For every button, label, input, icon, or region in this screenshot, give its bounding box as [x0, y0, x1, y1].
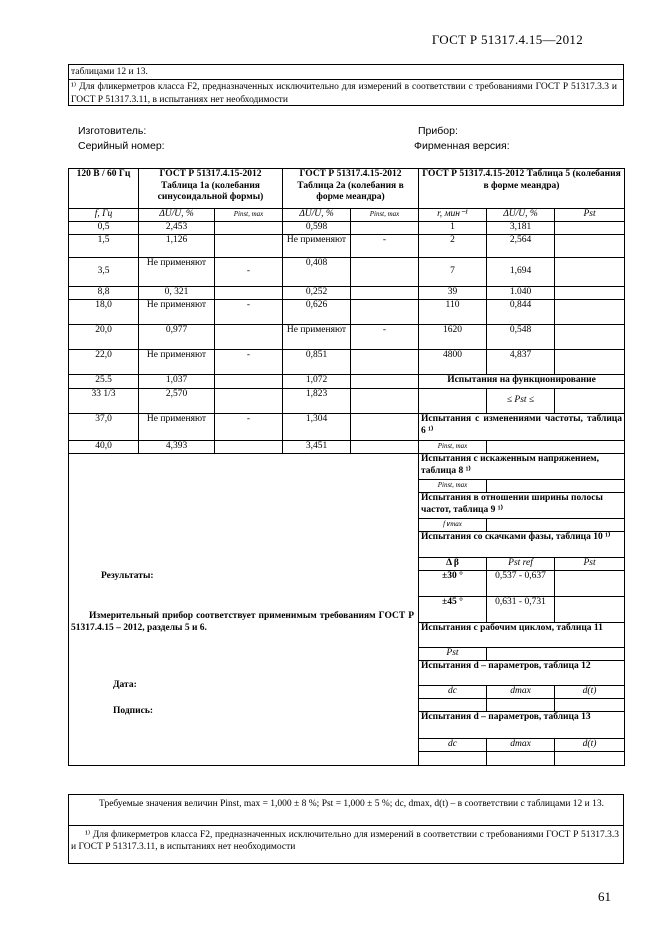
- cell-blank: [555, 571, 625, 597]
- cell-r: 4800: [419, 350, 487, 375]
- pst-ref-label: Pst ref: [487, 558, 555, 571]
- cell-bp: [351, 441, 419, 454]
- cell-ap: -: [215, 258, 283, 287]
- cell-du: 4,837: [487, 350, 555, 375]
- pst-label: Pst: [555, 558, 625, 571]
- cell-r: 2: [419, 235, 487, 258]
- dbeta-label: Δ β: [419, 558, 487, 571]
- cell-du: 1.040: [487, 287, 555, 300]
- phase-heading: Испытания со скачками фазы, таблица 10 ¹⁾: [419, 532, 625, 558]
- phase-45-value: 0,631 - 0,731: [487, 597, 555, 623]
- cell-a: 0, 321: [139, 287, 215, 300]
- pinst-max-2: Pinst, max: [419, 480, 487, 493]
- cell-a: 2,453: [139, 222, 215, 235]
- cell-f: 18,0: [69, 300, 139, 325]
- cell-a: 1,037: [139, 375, 215, 389]
- cell-bp: [351, 389, 419, 414]
- cell-f: 40,0: [69, 441, 139, 454]
- cell-b: 1,304: [283, 414, 351, 441]
- cell-a: Не применяют: [139, 350, 215, 375]
- dt-13: d(t): [555, 739, 625, 752]
- cell-f: 3,5: [69, 258, 139, 287]
- pst-range: ≤ Pst ≤: [487, 389, 555, 414]
- cell-ap: [215, 325, 283, 350]
- firmware-label: Фирменная версия:: [414, 140, 510, 152]
- required-values-note: Требуемые значения величин Pinst, max = 1,000 ± 8 %; Pst = 1,000 ± 5 %; dc, dmax, d(t) – в соответствии с таблицами 12 и 13.: [99, 799, 604, 809]
- cell-a: Не применяют: [139, 300, 215, 325]
- cell-blank: [419, 699, 487, 712]
- hdr-table2a: ГОСТ Р 51317.4.15-2012 Таблица 2а (колебания в форме меандра): [283, 169, 419, 209]
- cell-ap: -: [215, 350, 283, 375]
- cell-b: Не применяют: [283, 325, 351, 350]
- serial-label: Серийный номер:: [78, 140, 165, 152]
- top-note-box: [68, 64, 624, 106]
- device-label: Прибор:: [418, 125, 458, 137]
- cell-blank: [487, 752, 555, 766]
- date-label: Дата:: [113, 680, 137, 690]
- phase-30-value: 0,537 - 0,637: [487, 571, 555, 597]
- cell-pst: [555, 300, 625, 325]
- cell-b: 0,598: [283, 222, 351, 235]
- sub-f: f, Гц: [69, 209, 139, 222]
- cell-r: 7: [419, 258, 487, 287]
- cell-r: 110: [419, 300, 487, 325]
- cell-a: 0,977: [139, 325, 215, 350]
- cell-b: Не применяют: [283, 235, 351, 258]
- cell-blank: [487, 648, 625, 661]
- cell-pst: [555, 258, 625, 287]
- func-test-heading: Испытания на функционирование: [419, 375, 625, 389]
- cell-ap: [215, 375, 283, 389]
- cell-du: 0,844: [487, 300, 555, 325]
- top-footnote: ¹⁾ Для фликерметров класса F2, предназначенных исключительно для измерений в соответствии с требованиями ГОСТ Р 51317.3.3 и ГОСТ Р 51317.3.11, в испытаниях нет необходимости: [71, 82, 617, 105]
- cell-ap: [215, 222, 283, 235]
- cell-ap: [215, 389, 283, 414]
- dc-12: dc: [419, 686, 487, 699]
- cell-bp: [351, 222, 419, 235]
- cell-b: 1,823: [283, 389, 351, 414]
- cell-bp: [351, 375, 419, 389]
- phase-30: ±30 °: [419, 571, 487, 597]
- cell-bp: -: [351, 235, 419, 258]
- pinst-max-1: Pinst, max: [419, 441, 487, 454]
- hdr-col1: 120 В / 60 Гц: [69, 169, 139, 209]
- cell-pst: [555, 287, 625, 300]
- cell-blank: [487, 480, 625, 493]
- distorted-heading: Испытания с искаженным напряжением, таблица 8 ¹⁾: [419, 454, 625, 480]
- sub-du-c: ΔU/U, %: [487, 209, 555, 222]
- cell-b: 3,451: [283, 441, 351, 454]
- cell-b: 1,072: [283, 375, 351, 389]
- cell-b: 0,408: [283, 258, 351, 287]
- cell-blank: [555, 597, 625, 623]
- cell-blank: [419, 389, 487, 414]
- cell-f: 33 1/3: [69, 389, 139, 414]
- pst-duty: Pst: [419, 648, 487, 661]
- cell-blank: [487, 699, 555, 712]
- f-max: f∨max: [419, 519, 487, 532]
- sub-pst: Pst: [555, 209, 625, 222]
- cell-b: 0,851: [283, 350, 351, 375]
- sub-du-a: ΔU/U, %: [139, 209, 215, 222]
- signature-label: Подпись:: [113, 706, 154, 716]
- cell-blank: [555, 752, 625, 766]
- cell-f: 1,5: [69, 235, 139, 258]
- cell-pst: [555, 222, 625, 235]
- cell-ap: -: [215, 300, 283, 325]
- cell-r: 1620: [419, 325, 487, 350]
- bottom-footnote: ¹⁾ Для фликерметров класса F2, предназначенных исключительно для измерений в соответствии с требованиями ГОСТ Р 51317.3.3 и ГОСТ Р 51317.3.11, в испытаниях нет необходимости: [71, 830, 619, 852]
- conformity-statement: Измерительный прибор соответствует применимым требованиям ГОСТ Р 51317.4.15 – 2012, разделы 5 и 6.: [71, 611, 414, 633]
- cell-blank: [487, 441, 625, 454]
- cell-bp: -: [351, 325, 419, 350]
- cell-ap: [215, 441, 283, 454]
- cell-blank: [487, 519, 625, 532]
- cell-b: 0,626: [283, 300, 351, 325]
- bottom-notes-box: [68, 794, 624, 864]
- cell-f: 20,0: [69, 325, 139, 350]
- hdr-table1a: ГОСТ Р 51317.4.15-2012 Таблица 1а (колебания синусоидальной формы): [139, 169, 283, 209]
- cell-f: 37,0: [69, 414, 139, 441]
- cell-f: 25.5: [69, 375, 139, 389]
- cell-bp: [351, 414, 419, 441]
- cell-bp: [351, 300, 419, 325]
- cell-du: 3,181: [487, 222, 555, 235]
- cell-a: Не применяют: [139, 414, 215, 441]
- cell-f: 8,8: [69, 287, 139, 300]
- freq-test-heading: Испытания с изменениями частоты, таблица 6 ¹⁾: [419, 414, 625, 441]
- cell-a: 4,393: [139, 441, 215, 454]
- dmax-12: dmax: [487, 686, 555, 699]
- cell-a: Не применяют: [139, 258, 215, 287]
- cell-r: 39: [419, 287, 487, 300]
- cell-b: 0,252: [283, 287, 351, 300]
- cell-r: 1: [419, 222, 487, 235]
- cell-ap: [215, 235, 283, 258]
- cell-pst: [555, 350, 625, 375]
- top-note-cont: таблицами 12 и 13.: [71, 67, 148, 77]
- page-number: 61: [598, 889, 611, 904]
- results-label: Результаты:: [101, 571, 154, 581]
- cell-f: 22,0: [69, 350, 139, 375]
- cell-bp: [351, 287, 419, 300]
- dc-13: dc: [419, 739, 487, 752]
- phase-45: ±45 °: [419, 597, 487, 623]
- dmax-13: dmax: [487, 739, 555, 752]
- duty-heading: Испытания с рабочим циклом, таблица 11: [419, 623, 625, 648]
- sub-r: r, мин⁻¹: [419, 209, 487, 222]
- bandwidth-heading: Испытания в отношении ширины полосы частот, таблица 9 ¹⁾: [419, 493, 625, 519]
- cell-ap: [215, 287, 283, 300]
- d13-heading: Испытания d – параметров, таблица 13: [419, 712, 625, 739]
- cell-pst: [555, 325, 625, 350]
- dt-12: d(t): [555, 686, 625, 699]
- cell-a: 2,570: [139, 389, 215, 414]
- hdr-table5: ГОСТ Р 51317.4.15-2012 Таблица 5 (колебания в форме меандра): [419, 169, 625, 209]
- cell-pst: [555, 235, 625, 258]
- cell-ap: -: [215, 414, 283, 441]
- cell-a: 1,126: [139, 235, 215, 258]
- cell-du: 1,694: [487, 258, 555, 287]
- manufacturer-label: Изготовитель:: [78, 125, 147, 137]
- sub-du-b: ΔU/U, %: [283, 209, 351, 222]
- sub-pinst-a: Pinst, max: [215, 209, 283, 222]
- test-table: [68, 168, 625, 766]
- cell-blank: [555, 699, 625, 712]
- cell-f: 0,5: [69, 222, 139, 235]
- cell-du: 2,564: [487, 235, 555, 258]
- d12-heading: Испытания d – параметров, таблица 12: [419, 661, 625, 686]
- cell-blank: [555, 389, 625, 414]
- cell-du: 0,548: [487, 325, 555, 350]
- cell-bp: [351, 350, 419, 375]
- results-panel: [69, 454, 419, 766]
- cell-bp: [351, 258, 419, 287]
- cell-blank: [419, 752, 487, 766]
- doc-header: ГОСТ Р 51317.4.15—2012: [431, 32, 583, 47]
- sub-pinst-b: Pinst, max: [351, 209, 419, 222]
